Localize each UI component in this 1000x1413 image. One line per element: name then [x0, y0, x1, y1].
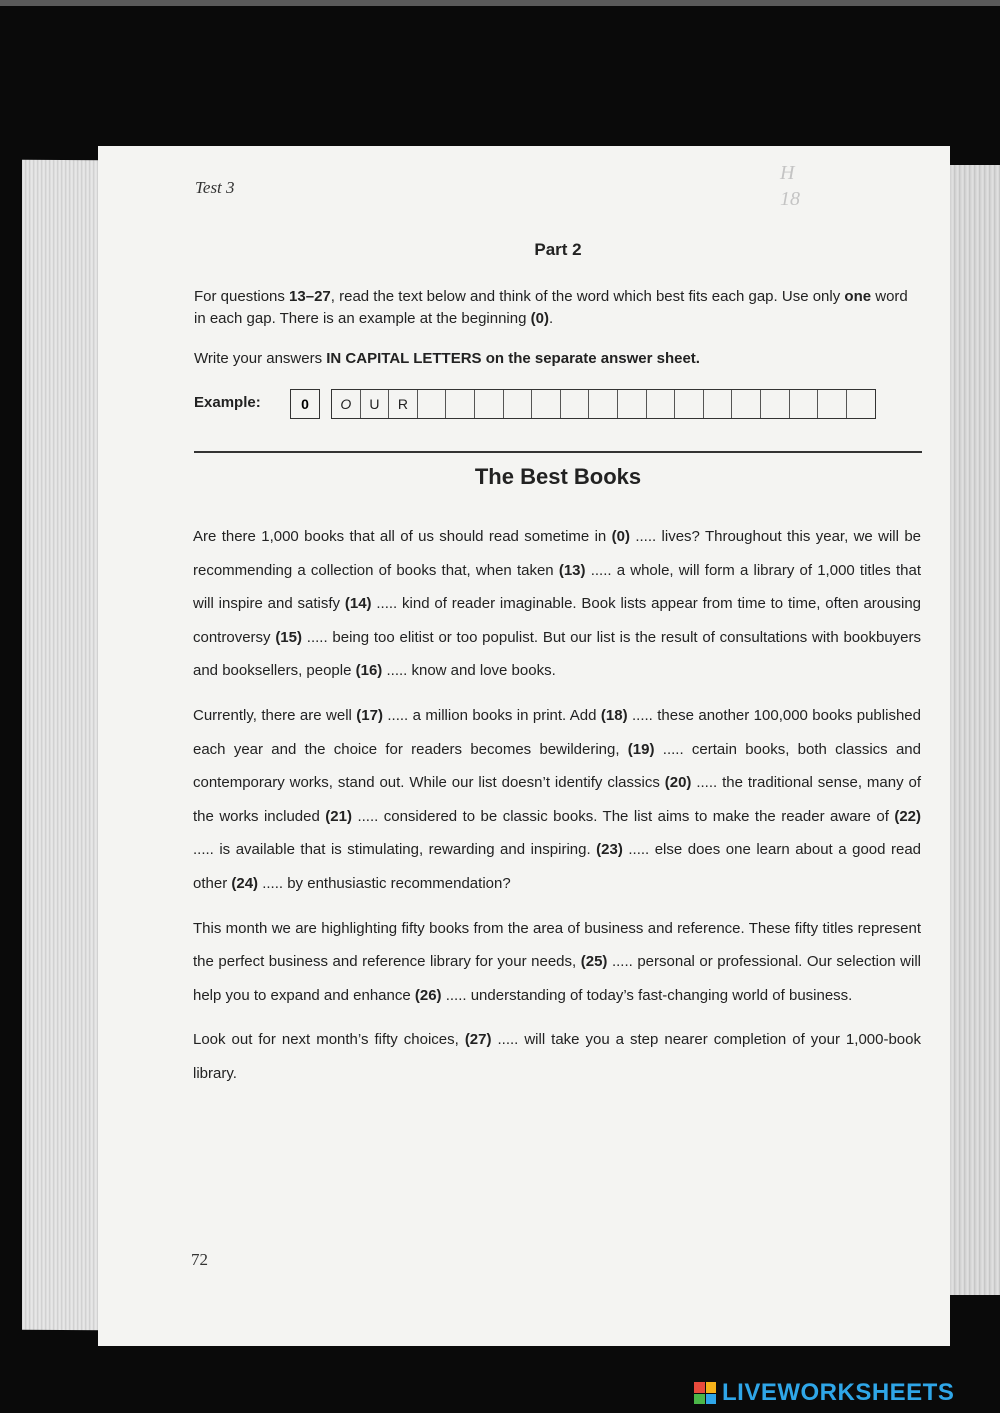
- example-letter-box: [732, 390, 761, 418]
- example-answer-boxes: [331, 389, 876, 419]
- example-letter-box: [561, 390, 590, 418]
- test-label: Test 3: [195, 178, 235, 197]
- gap-number: (0): [611, 528, 630, 545]
- example-letter-box: [475, 390, 504, 418]
- example-letter-box: [532, 390, 561, 418]
- example-letter-box: [589, 390, 618, 418]
- example-letter-box: R: [389, 390, 418, 418]
- gap-number: (24): [231, 874, 259, 892]
- logo-square: [706, 1394, 717, 1405]
- example-letter-box: [504, 390, 533, 418]
- example-letter-box: [790, 390, 819, 418]
- logo-square: [694, 1382, 705, 1393]
- example-letter-box: [704, 390, 733, 418]
- instructions: For questions 13–27, read the text below and think of the word which best fits each gap. Use only one word in each gap. There is an example at the beginning (0).: [194, 288, 908, 327]
- gap-number: (13): [558, 561, 586, 579]
- example-letter-box: [647, 390, 676, 418]
- gap-number: (26): [414, 986, 442, 1004]
- article-paragraph: Are there 1,000 books that all of us should read sometime in (0) ..... lives? Throughout this year, we will be recommending a collection of books that, when taken (13) ..... a whole, will form a library of 1,000 titles that will inspire and satisfy (14) ..... kind of reader imaginable. Book lists appear from time to time, often arousing controversy (15) ..... being too elitist or too populist. But our list is the result of consultations with bookbuyers and booksellers, people (16) ..... know and love books.: [193, 528, 922, 680]
- gap-number: (25): [580, 953, 608, 971]
- divider-rule: [194, 451, 922, 453]
- article-paragraph: Currently, there are well (17) ..... a million books in print. Add (18) ..... these another 100,000 books published each year and the choice for readers becomes bewildering, (19) ..... certain books, both classics and contemporary works, stand out. While our list doesn’t identify classics (20) ..... the traditional sense, many of the works included (21) ..... considered to be classic books. The list aims to make the reader aware of (22) ..... is available that is stimulating, rewarding and inspiring. (23) ..... else does one learn about a good read other (24) ..... by enthusiastic recommendation?: [193, 706, 922, 892]
- logo-square: [706, 1382, 717, 1393]
- example-letter-box: U: [361, 390, 390, 418]
- example-letter-box: [847, 390, 876, 418]
- gap-number: (16): [355, 662, 383, 680]
- article-paragraph: This month we are highlighting fifty books from the area of business and reference. These fifty titles represent the perfect business and reference library for your needs, (25) ..... personal or professional. Our selection will help you to expand and enhance (26) ..... understanding of today’s fast-changing world of business.: [193, 919, 921, 1004]
- logo-square: [694, 1394, 705, 1405]
- gap-number: (27): [464, 1031, 492, 1049]
- gap-number: (23): [596, 841, 623, 859]
- gap-number: (17): [356, 706, 383, 724]
- book-pages-edge-right: [945, 165, 1000, 1295]
- liveworksheets-watermark: [694, 1378, 954, 1408]
- example-letter-box: [818, 390, 847, 418]
- part-title: Part 2: [534, 240, 582, 259]
- example-letter-box: O: [332, 390, 361, 418]
- gap-number: (19): [627, 740, 655, 758]
- write-instruction: Write your answers IN CAPITAL LETTERS on the separate answer sheet.: [194, 350, 700, 367]
- example-letter-box: [761, 390, 790, 418]
- gap-number: (20): [664, 774, 692, 792]
- article-paragraph: Look out for next month’s fifty choices, (27) ..... will take you a step nearer completion of your 1,000-book library.: [193, 1031, 921, 1082]
- gap-number: (22): [894, 807, 922, 825]
- liveworksheets-logo-icon: [694, 1382, 716, 1404]
- example-number-box: 0: [290, 389, 320, 419]
- gap-number: (14): [344, 595, 372, 613]
- article-title: The Best Books: [474, 464, 642, 489]
- gap-number: (15): [275, 628, 302, 646]
- scan-top-strip: [0, 0, 1000, 6]
- faint-handwriting-stamp: H 18: [780, 162, 800, 210]
- example-letter-box: [446, 390, 475, 418]
- book-pages-edge-left: [22, 160, 102, 1331]
- example-letter-box: [618, 390, 647, 418]
- gap-number: (21): [325, 807, 352, 825]
- article-body: [193, 520, 921, 1102]
- watermark-text: LIVEWORKSHEETS: [722, 1379, 955, 1406]
- example-letter-box: [675, 390, 704, 418]
- example-label: Example:: [194, 394, 261, 411]
- gap-number: (18): [600, 706, 628, 724]
- example-letter-box: [418, 390, 447, 418]
- page-number: 72: [191, 1250, 208, 1269]
